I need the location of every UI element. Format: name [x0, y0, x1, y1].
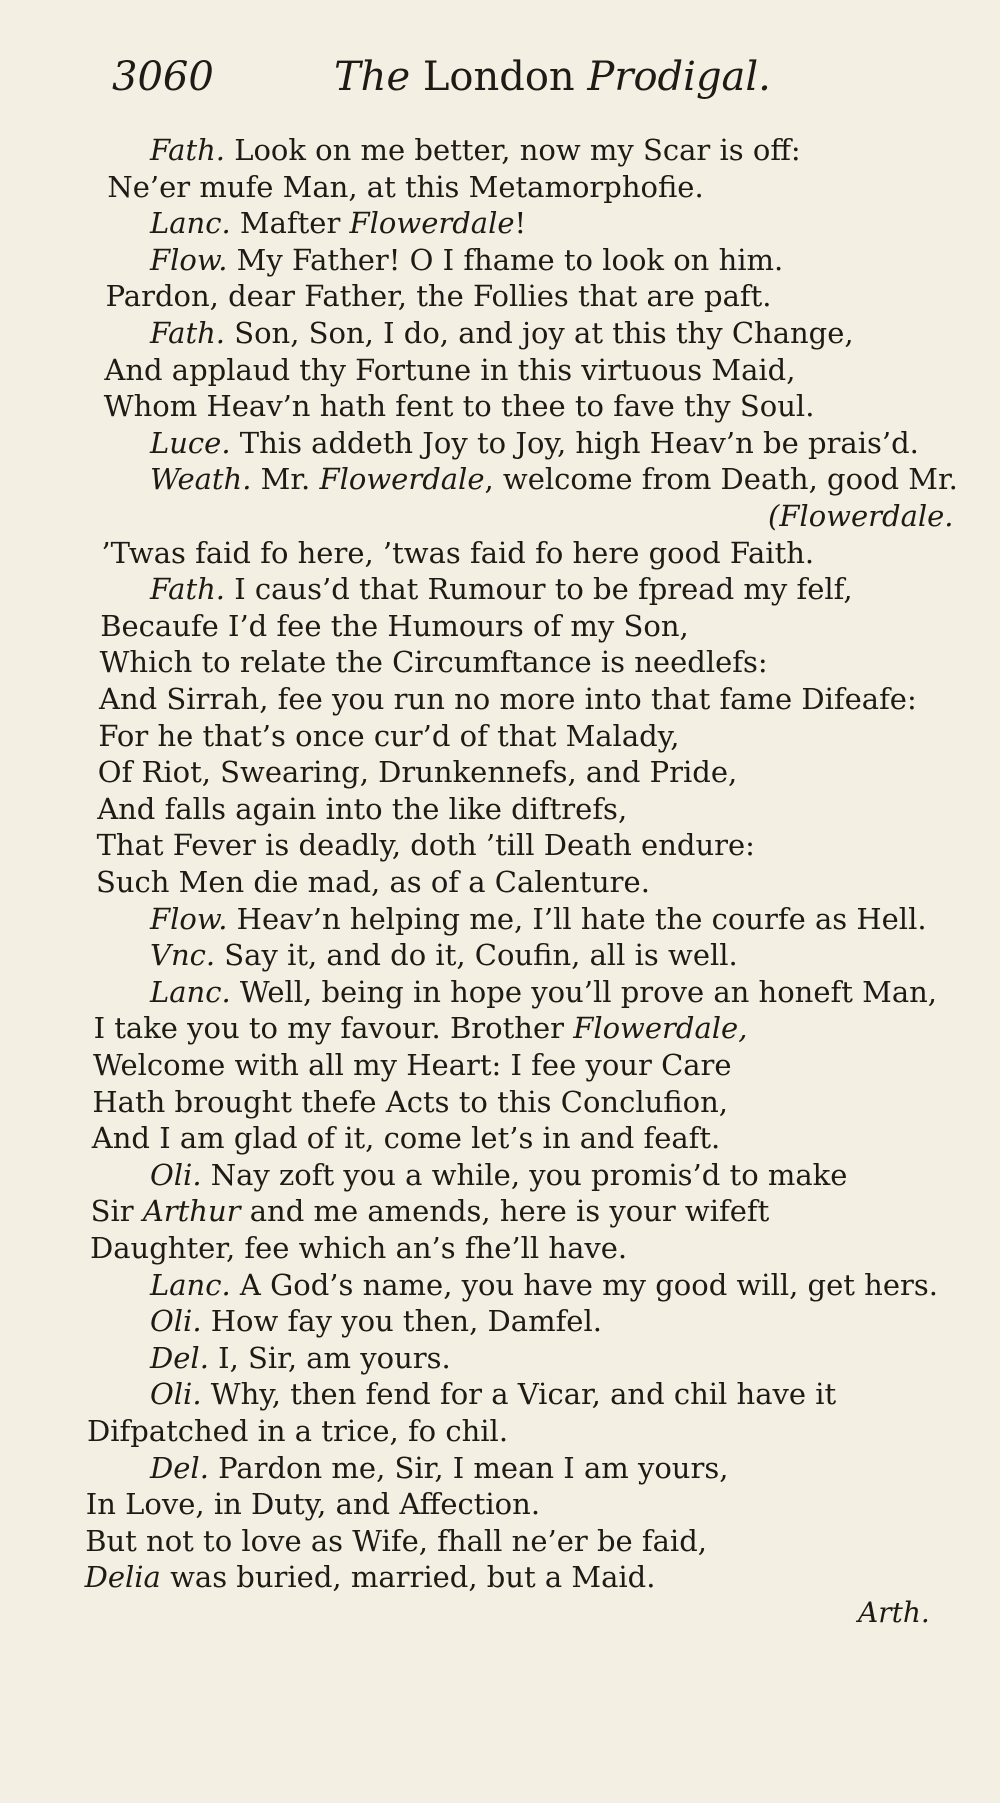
line-text: Whom Heav’n hath fent to thee to fave thy Soul. — [103, 389, 815, 424]
line-text-continued: , welcome from Death, good Mr. — [484, 462, 958, 497]
text-line — [150, 315, 854, 351]
line-text: For he that’s once cur’d of that Malady, — [98, 718, 680, 753]
line-text: Say it, and do it, Coufin, all is well. — [215, 938, 738, 973]
speaker-name: Oli. — [150, 1377, 202, 1412]
line-text: And applaud thy Fortune in this virtuous Maid, — [104, 352, 796, 387]
line-text: I take you to my favour. Brother — [93, 1011, 574, 1046]
text-line — [100, 644, 768, 680]
line-text: Look on me better, now my Scar is off: — [225, 133, 801, 167]
text-line — [100, 608, 689, 644]
text-line — [101, 535, 814, 571]
text-line — [150, 937, 738, 973]
line-text: I caus’d that Rumour to be fpread my felf, — [225, 572, 853, 607]
speaker-name: Oli. — [150, 1304, 202, 1339]
line-text-continued: was buried, married, but a Maid. — [160, 1560, 656, 1595]
text-line — [150, 1376, 836, 1412]
line-text: And I am glad of it, come let’s in and feaft. — [91, 1121, 721, 1156]
line-text: Pardon me, Sir, I mean I am yours, — [208, 1450, 729, 1485]
line-text-continued: and me amends, here is your wifeft — [240, 1194, 770, 1229]
title-london: London — [410, 54, 588, 100]
text-line — [106, 278, 772, 314]
speaker-name: Del. — [150, 1340, 209, 1375]
line-text: Well, being in hope you’ll prove an honeft Man, — [230, 974, 938, 1009]
line-text: Difpatched in a trice, fo chil. — [87, 1414, 509, 1448]
text-line — [91, 1193, 770, 1229]
text-line — [87, 1413, 508, 1449]
speaker-name: Lanc. — [150, 974, 231, 1009]
line-text: A God’s name, you have my good will, get hers. — [230, 1267, 938, 1302]
speaker-name: Fath. — [150, 572, 225, 607]
text-line — [150, 1340, 451, 1376]
italic-name: Delia — [84, 1560, 161, 1595]
title-the: The — [334, 54, 411, 100]
line-text: Sir — [90, 1194, 143, 1229]
line-text-continued: ! — [514, 206, 527, 241]
text-line — [92, 1120, 720, 1156]
line-text: In Love, in Duty, and Affection. — [85, 1487, 541, 1522]
text-line — [150, 1450, 728, 1486]
line-text: Why, then fend for a Vicar, and chil have it — [201, 1377, 837, 1412]
speaker-name: Vnc. — [150, 938, 216, 973]
line-text: Hath brought thefe Acts to this Conclufion, — [92, 1084, 728, 1119]
text-line — [150, 132, 801, 168]
line-text: That Fever is deadly, doth ’till Death endure: — [96, 828, 755, 863]
speaker-name: Fath. — [150, 133, 225, 167]
line-text: Nay zoft you a while, you promis’d to make — [201, 1157, 848, 1192]
text-line — [85, 1559, 656, 1595]
text-line — [768, 498, 954, 534]
text-line — [150, 425, 919, 461]
line-text: Pardon, dear Father, the Follies that are paft. — [105, 279, 772, 314]
italic-name: Flowerdale, — [573, 1011, 748, 1046]
text-line — [90, 1230, 627, 1266]
text-line — [93, 1047, 732, 1083]
line-text: Welcome with all my Heart: I fee your Care — [93, 1048, 732, 1082]
speaker-name: Luce. — [150, 425, 231, 460]
line-text: And Sirrah, fee you run no more into that fame Difeafe: — [99, 682, 917, 716]
text-line — [150, 901, 927, 937]
running-title — [334, 54, 771, 100]
line-text: Heav’n helping me, I’ll hate the courfe as Hell. — [227, 901, 927, 936]
text-line — [97, 791, 627, 827]
speaker-name: Lanc. — [150, 1267, 231, 1302]
text-line — [150, 205, 526, 241]
line-text: Becaufe I’d fee the Humours of my Son, — [100, 608, 689, 643]
italic-name: Flowerdale — [319, 462, 485, 497]
text-line — [92, 1084, 728, 1120]
line-text: Son, Son, I do, and joy at this thy Change, — [225, 316, 854, 350]
catchword: Arth. — [858, 1596, 930, 1629]
line-text: How fay you then, Damfel. — [201, 1304, 602, 1339]
line-text: ’Twas faid fo here, ’twas faid fo here good Faith. — [101, 535, 815, 570]
speaker-name: Flow. — [150, 242, 228, 277]
turnover-text: (Flowerdale. — [768, 499, 954, 533]
text-line — [150, 1303, 602, 1339]
page-header — [112, 54, 972, 114]
page-number: 3060 — [112, 54, 214, 100]
line-text: And falls again into the like diftrefs, — [97, 791, 628, 826]
text-line — [85, 1523, 707, 1559]
italic-name: Arthur — [142, 1194, 241, 1229]
line-text: Which to relate the Circumftance is needlefs: — [99, 645, 768, 680]
text-line — [97, 827, 755, 863]
line-text: Ne’er mufe Man, at this Metamorphofie. — [107, 169, 704, 204]
line-text: I, Sir, am yours. — [208, 1340, 451, 1375]
text-line — [104, 388, 815, 424]
title-prodigal: Prodigal. — [587, 54, 771, 100]
text-line — [99, 681, 917, 717]
speaker-name: Fath. — [150, 316, 225, 350]
line-text: Daughter, fee which an’s fhe’ll have. — [90, 1231, 628, 1265]
text-line — [104, 352, 795, 388]
text-line — [86, 1486, 540, 1522]
line-text: Mafter — [230, 206, 350, 241]
text-line — [150, 571, 853, 607]
text-line — [150, 461, 958, 497]
text-line — [96, 864, 650, 900]
text-line — [150, 1157, 847, 1193]
speaker-name: Del. — [150, 1450, 209, 1485]
line-text: Of Riot, Swearing, Drunkennefs, and Pride, — [97, 755, 738, 790]
speaker-name: Oli. — [150, 1157, 202, 1192]
line-text: But not to love as Wife, fhall ne’er be faid, — [85, 1523, 707, 1558]
speaker-name: Lanc. — [150, 206, 231, 241]
line-text: My Father! O I fhame to look on him. — [227, 242, 784, 277]
line-text: Such Men die mad, as of a Calenture. — [96, 865, 650, 899]
speaker-name: Flow. — [150, 901, 228, 936]
line-text: Mr. — [251, 462, 320, 497]
text-line — [107, 169, 703, 205]
text-line — [150, 242, 783, 278]
text-line — [150, 974, 937, 1010]
text-line — [98, 754, 737, 790]
text-line — [94, 1010, 748, 1046]
speaker-name: Weath. — [150, 462, 252, 497]
text-line — [98, 718, 679, 754]
text-line — [150, 1267, 938, 1303]
italic-name: Flowerdale — [349, 206, 515, 241]
line-text: This addeth Joy to Joy, high Heav’n be prais’d. — [230, 425, 919, 460]
